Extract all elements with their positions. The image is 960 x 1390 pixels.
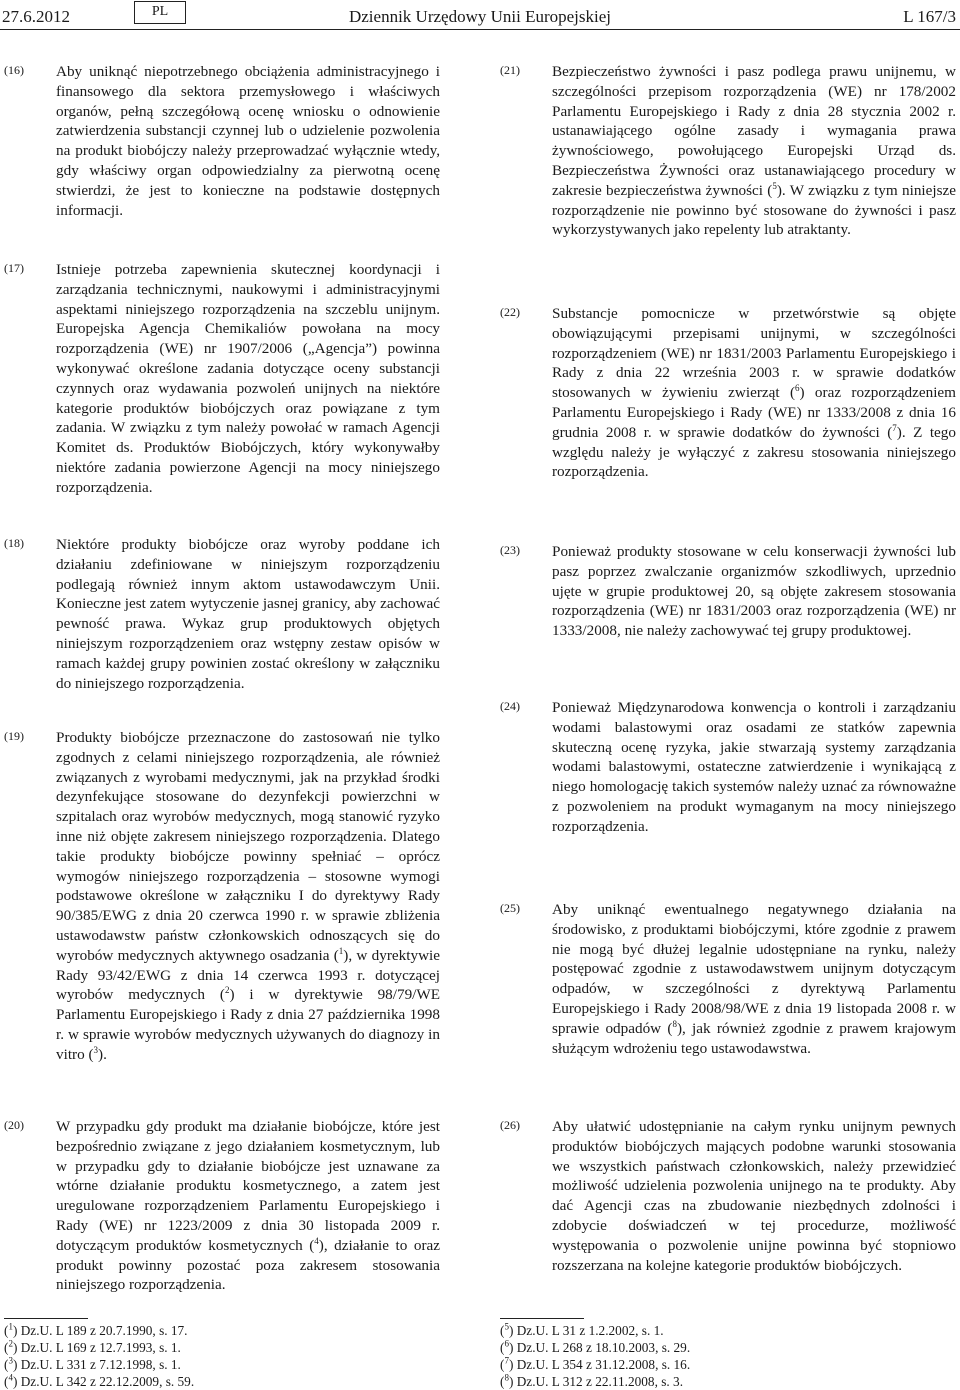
recital-22: [500, 304, 956, 482]
footnote: ($^2$) Dz.U. L 169 z 12.7.1993, s. 1.: [4, 1338, 181, 1355]
footnote-ref[interactable]: 2: [224, 985, 230, 996]
page-header: [0, 0, 960, 30]
publication-date: 27.6.2012: [2, 7, 70, 26]
recital-20: [4, 1117, 440, 1295]
recital-number: (18): [4, 536, 24, 550]
recital-text: Ponieważ Międzynarodowa konwencja o kontroli i zarządzaniu wodami balastowymi oraz osadami ze statków zapewnia skuteczną ocenę ryzyka, jakie stwarzają systemy zarządzania wodami balastowymi, ostateczne zatwierdzenie i wynikającą z niego homologację takich systemów należy uznać za równoważne z pozwoleniem na produkt wymaganym na mocy niniejszego rozporządzenia.: [552, 699, 956, 835]
footnote: ($^6$) Dz.U. L 268 z 18.10.2003, s. 29.: [500, 1338, 691, 1355]
language-badge: PL: [134, 1, 186, 24]
footnote-rule: [500, 1318, 584, 1319]
footnote-ref[interactable]: 5: [772, 180, 777, 191]
recital-text: Ponieważ produkty stosowane w celu konserwacji żywności lub pasz poprzez zwalczanie organizmów szkodliwych, uprzednio ujęte w grupie produktowej 20, są objęte zakresem stosowania rozporządzenia (WE) nr 1831/2003 oraz rozporządzenia (WE) nr 1333/2008, nie należy zachowywać tej grupy produktowej.: [552, 543, 956, 640]
recital-number: (22): [500, 305, 520, 319]
footnotes-left: [4, 1322, 194, 1390]
recital-number: (16): [4, 63, 24, 77]
recital-text: W przypadku gdy produkt ma działanie biobójcze, które jest bezpośrednio związane z jego działaniem kosmetycznym, lub w przypadku gdy to działanie biobójcze jest uznawane za wtórne działanie produktu kosmetycznego, a zatem jest uregulowane rozporządzeniem Parlamentu Europejskiego i Rady (WE) nr 1223/2009 z dnia 30 listopada 2009 r. dotyczącym produktów kosmetycznych ($^4$), działanie to oraz produkt powinny pozostać poza zakresem stosowania niniejszego rozporządzenia.: [56, 1118, 440, 1294]
footnote-ref[interactable]: 4: [314, 1235, 319, 1246]
recital-number: (23): [500, 543, 520, 557]
header-rule: [0, 29, 960, 30]
footnotes-right: [500, 1322, 690, 1390]
footnote: ($^3$) Dz.U. L 331 z 7.12.1998, s. 1.: [4, 1355, 181, 1372]
recital-number: (21): [500, 63, 520, 77]
footnote-rule: [4, 1318, 88, 1319]
footnote-ref[interactable]: 6: [795, 383, 800, 394]
recital-18: [4, 535, 440, 693]
page-number: L 167/3: [903, 7, 956, 26]
footnote-ref[interactable]: 1: [338, 945, 344, 956]
recital-text: Niektóre produkty biobójcze oraz wyroby poddane ich działaniu zdefiniowane w niniejszym rozporządzeniu podlegają również innym aktom ustawodawczym Unii. Konieczne jest zatem wytyczenie jasnej granicy, aby zachować pewność prawa. Wykaz grup produktowych objętych niniejszym rozporządzeniem oraz wstępny zestaw opisów w ramach każdej grupy powinien zostać określony w załączniku do niniejszego rozporządzenia.: [56, 536, 440, 692]
recital-number: (17): [4, 261, 24, 275]
journal-title: Dziennik Urzędowy Unii Europejskiej: [348, 7, 611, 26]
footnote: ($^7$) Dz.U. L 354 z 31.12.2008, s. 16.: [500, 1355, 691, 1372]
recital-16: [4, 62, 440, 220]
footnote-ref[interactable]: 7: [892, 422, 897, 433]
recital-number: (19): [4, 729, 24, 743]
recital-text: Produkty biobójcze przeznaczone do zastosowań nie tylko zgodnych z celami niniejszego rozporządzenia, ale również związanych z wyrobami medycznymi, jak na przykład środki dezynfekujące stosowane do dezynfekcji powierzchni w szpitalach oraz wyrobów medycznych, mogą stanowić ryzyko inne niż objęte zakresem niniejszego rozporządzenia. Dlatego takie produkty biobójcze powinny spełniać – oprócz wymogów niniejszego rozporządzenia – stosowne wymogi podstawowe określone w załączniku I do dyrektywy Rady 90/385/EWG z dnia 20 czerwca 1990 r. w sprawie zbliżenia ustawodawstw państw członkowskich odnoszących się do wyrobów medycznych aktywnego osadzania ($^1$), w dyrektywie Rady 93/42/EWG z dnia 14 czerwca 1993 r. dotyczącej wyrobów medycznych ($^2$) i w dyrektywie 98/79/WE Parlamentu Europejskiego i Rady z dnia 27 października 1998 r. w sprawie wyrobów medycznych używanych do diagnozy in vitro ($^3$).: [56, 729, 440, 1063]
recital-21: [500, 62, 956, 240]
recital-number: (26): [500, 1118, 520, 1132]
recital-number: (20): [4, 1118, 24, 1132]
recital-24: [500, 698, 956, 837]
footnote: ($^4$) Dz.U. L 342 z 22.12.2009, s. 59.: [4, 1372, 195, 1389]
recital-text: Aby uniknąć ewentualnego negatywnego działania na środowisko, z produktami biobójczymi, które zgodnie z prawem nie mogą być dłużej legalnie udostępniane na rynku, należy postępować zgodnie z ustawodawstwem unijnym dotyczącym odpadów, w szczególności z dyrektywą Parlamentu Europejskiego i Rady 2008/98/WE z dnia 19 listopada 2008 r. w sprawie odpadów ($^8$), jak również zgodnie z prawem krajowym służącym wdrożeniu tego ustawodawstwa.: [552, 901, 957, 1057]
recital-text: Bezpieczeństwo żywności i pasz podlega prawu unijnemu, w szczególności przepisom rozporządzenia (WE) nr 178/2002 Parlamentu Europejskiego i Rady z dnia 28 stycznia 2002 r. ustanawiającego ogólne zasady i wymagania prawa żywnościowego, powołującego Europejski Urząd ds. Bezpieczeństwa Żywności oraz ustanawiającego procedury w zakresie bezpieczeństwa żywności ($^5$). W związku z tym niniejsze rozporządzenie nie powinno być stosowane do żywności i pasz wykorzystywanych jako repelenty lub atraktanty.: [552, 63, 956, 239]
recital-26: [500, 1117, 956, 1275]
footnote: ($^5$) Dz.U. L 31 z 1.2.2002, s. 1.: [500, 1321, 664, 1338]
footnote-ref[interactable]: 8: [672, 1018, 677, 1029]
footnote-ref[interactable]: 3: [93, 1044, 99, 1055]
recital-text: Substancje pomocnicze w przetwórstwie są objęte obowiązującymi przepisami unijnymi, w szczególności rozporządzeniem (WE) nr 1831/2003 Parlamentu Europejskiego i Rady z dnia 22 września 2003 r. w sprawie dodatków stosowanych w żywieniu zwierząt ($^6$) oraz rozporządzeniem Parlamentu Europejskiego i Rady (WE) nr 1333/2008 z dnia 16 grudnia 2008 r. w sprawie dodatków do żywności ($^7$). Z tego względu należy je wyłączyć z zakresu stosowania niniejszego rozporządzenia.: [552, 305, 956, 481]
recital-number: (25): [500, 901, 520, 915]
recital-25: [500, 900, 956, 1058]
recital-text: Aby uniknąć niepotrzebnego obciążenia administracyjnego i finansowego dla sektora przemysłowego i właściwych organów, pełną szczegółową ocenę wniosku o odnowienie zatwierdzenia substancji czynnej lub o udzielenie pozwolenia na produkt biobójczy należy przeprowadzać wyłącznie wtedy, gdy właściwy organ odpowiedzialny za pierwotną ocenę stwierdzi, że jest to konieczne na podstawie dostępnych informacji.: [56, 63, 440, 219]
recital-text: Istnieje potrzeba zapewnienia skutecznej koordynacji i zarządzania technicznymi, naukowymi i administracyjnymi aspektami niniejszego rozporządzenia na szczeblu unijnym. Europejska Agencja Chemikaliów powołana na mocy rozporządzenia (WE) nr 1907/2006 („Agencja”) powinna wykonywać określone zadania dotyczące oceny substancji czynnych oraz wydawania pozwoleń unijnych na niektóre kategorie produktów biobójczych oraz powiązane z tym zadania. W związku z tym należy powołać w ramach Agencji Komitet ds. Produktów Biobójczych, który wykonywałby niektóre zadania powierzone Agencji na mocy niniejszego rozporządzenia.: [56, 261, 440, 496]
footnote: ($^8$) Dz.U. L 312 z 22.11.2008, s. 3.: [500, 1372, 684, 1389]
recital-number: (24): [500, 699, 520, 713]
footnote: ($^1$) Dz.U. L 189 z 20.7.1990, s. 17.: [4, 1321, 188, 1338]
recital-17: [4, 260, 440, 498]
recital-23: [500, 542, 956, 641]
recital-text: Aby ułatwić udostępnianie na całym rynku unijnym pewnych produktów biobójczych mających podobne warunki stosowania we wszystkich państwach członkowskich, należy przewidzieć możliwość udzielenia pozwolenia unijnego na te produkty. Aby dać Agencji czas na zbudowanie niezbędnych zdolności i zdobycie doświadczeń w tej procedurze, możliwość występowania o pozwolenie unijne powinna być stopniowo rozszerzana na kolejne kategorie produktów biobójczych.: [552, 1118, 956, 1274]
recital-19: [4, 728, 440, 1065]
